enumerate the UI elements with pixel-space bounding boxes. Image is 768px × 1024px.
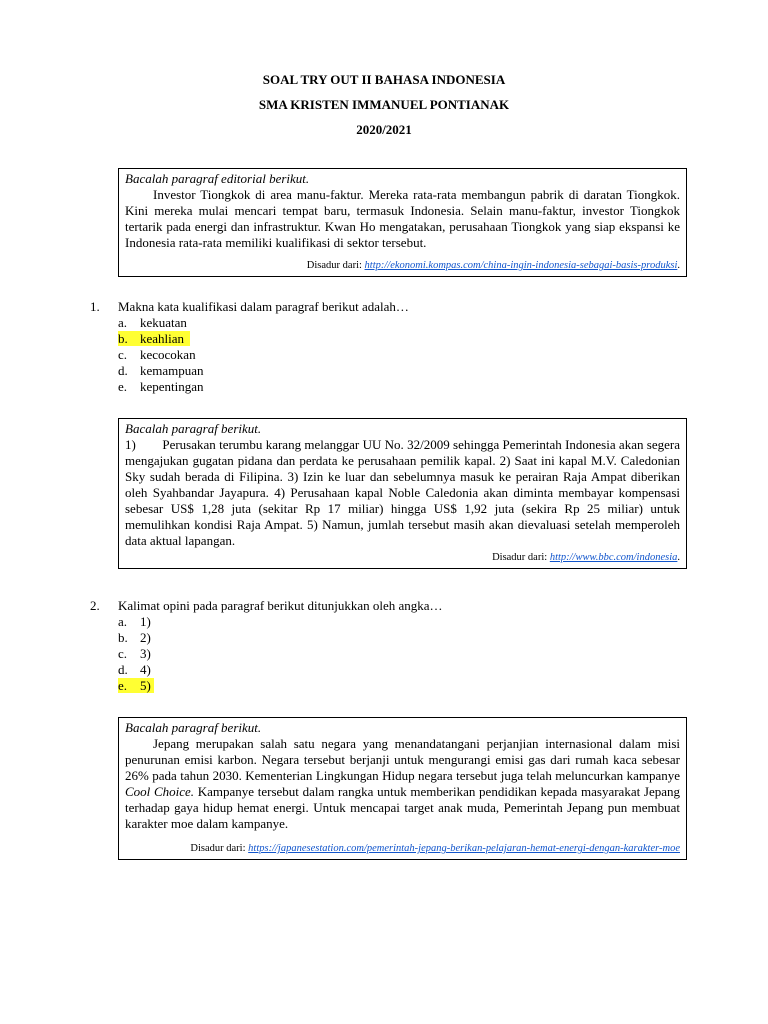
passage-3-source: Disadur dari: https://japanesestation.com/pemerintah-jepang-berikan-pelajaran-hemat-energi-dengan-karakter-moe	[190, 843, 680, 854]
school-year: 2020/2021	[356, 122, 412, 137]
doc-title: SOAL TRY OUT II BAHASA INDONESIA	[262, 72, 506, 87]
question-1-number: 1.	[90, 299, 100, 314]
campaign-name: Cool Choice.	[125, 784, 195, 799]
passage-2-lead: Bacalah paragraf berikut.	[125, 421, 262, 436]
passage-2-source-link[interactable]: http://www.bbc.com/indonesia	[549, 552, 678, 563]
passage-1-text: Investor Tiongkok di area manu-faktur. Mereka rata-rata membangun pabrik di daratan Tiongkok. Kini mereka mulai mencari tempat baru, termasuk Indonesia. Selain manu-faktur, investor Tiongkok tertarik pada energi dan infrastruktur. Kwan Ho mengatakan, perusahaan Tiongkok yang siap ekspansi ke Indonesia rata-rata memiliki kualifikasi di sektor tersebut.	[125, 187, 680, 250]
passage-1-source: Disadur dari: http://ekonomi.kompas.com/china-ingin-indonesia-sebagai-basis-produksi.	[306, 260, 680, 271]
question-2-stem: Kalimat opini pada paragraf berikut ditunjukkan oleh angka…	[118, 598, 443, 613]
passage-3-source-link[interactable]: https://japanesestation.com/pemerintah-jepang-berikan-pelajaran-hemat-energi-dengan-karakter-moe	[248, 843, 680, 854]
passage-3-text: Jepang merupakan salah satu negara yang menandatangani perjanjian internasional dalam misi penurunan emisi karbon. Negara tersebut berjanji untuk mengurangi emisi gas dari rumah kaca sebesar 26% pada tahun 2030. Kementerian Lingkungan Hidup negara tersebut juga telah meluncurkan kampanye Cool Choice. Kampanye tersebut dalam rangka untuk memberikan pendidikan kepada masyarakat Jepang terhadap gaya hidup hemat energi. Untuk mencapai target anak muda, Pemerintah Jepang pun membuat karakter moe dalam kampanye.	[125, 736, 680, 831]
school-name: SMA KRISTEN IMMANUEL PONTIANAK	[258, 97, 510, 112]
passage-1-lead: Bacalah paragraf editorial berikut.	[125, 171, 310, 186]
passage-1-box	[118, 168, 687, 277]
question-1-stem: Makna kata kualifikasi dalam paragraf berikut adalah…	[118, 299, 409, 314]
passage-2-box	[118, 418, 687, 569]
passage-1-source-link[interactable]: http://ekonomi.kompas.com/china-ingin-indonesia-sebagai-basis-produksi	[364, 260, 678, 271]
passage-2-text: 1) Perusakan terumbu karang melanggar UU No. 32/2009 sehingga Pemerintah Indonesia akan segera mengajukan gugatan pidana dan perdata ke perusahaan pemilik kapal. 2) Saat ini kapal M.V. Caledonian Sky sudah berada di Filipina. 3) Izin ke luar dan sebelumnya masuk ke perairan Raja Ampat diberikan oleh Syahbandar Jayapura. 4) Perusahaan kapal Noble Caledonia akan diminta membayar kompensasi sebesar US$ 1,28 juta (sekitar Rp 17 miliar) hingga US$ 1,92 juta (sekira Rp 25 miliar) untuk memulihkan kondisi Raja Ampat. 5) Namun, jumlah tersebut masih akan dievaluasi setelah memperoleh data aktual lapangan.	[125, 437, 680, 548]
passage-2-source: Disadur dari: http://www.bbc.com/indonesia.	[492, 552, 680, 563]
question-2-number: 2.	[90, 598, 100, 613]
passage-3-box	[118, 717, 687, 860]
passage-3-lead: Bacalah paragraf berikut.	[125, 720, 262, 735]
